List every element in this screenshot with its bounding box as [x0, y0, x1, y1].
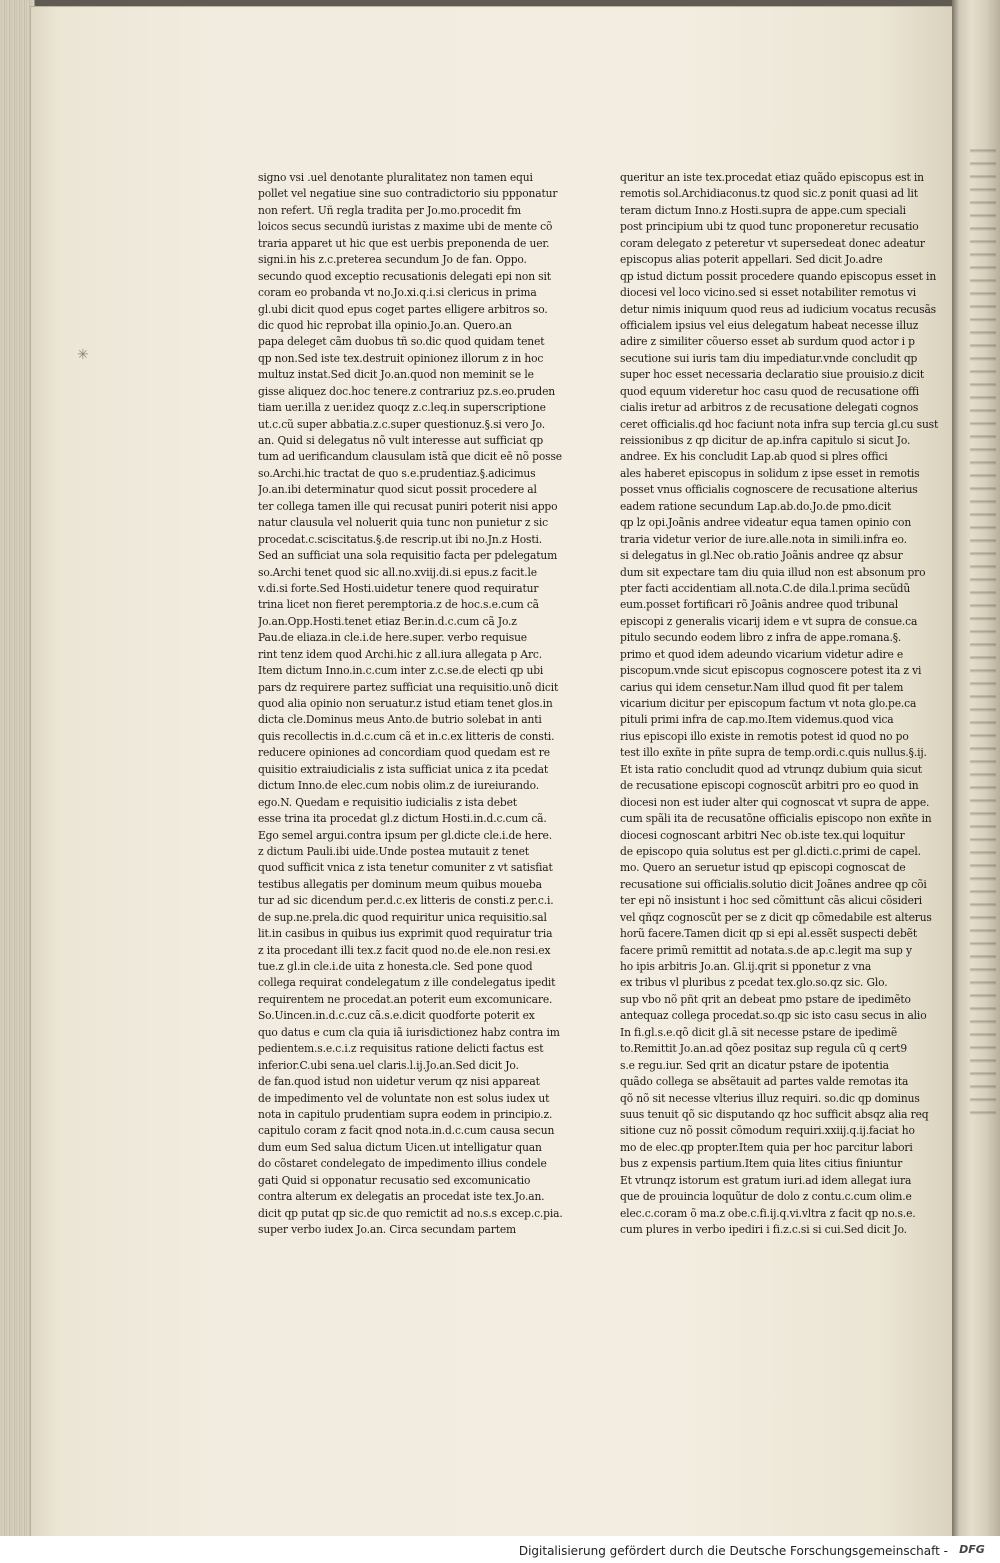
- text-line: ter epi nõ insistunt i hoc sed cõmittunt cãs alicui cõsideri: [620, 894, 922, 908]
- text-line: requirentem ne procedat.an poterit eum excomunicare.: [258, 992, 553, 1006]
- text-line: gati Quid si opponatur recusatio sed excomunicatio: [258, 1173, 531, 1187]
- text-line: coram eo probanda vt no.Jo.xi.q.i.si clericus in prima: [258, 286, 537, 300]
- text-line: z dictum Pauli.ibi uide.Unde postea mutauit z tenet: [258, 844, 529, 858]
- text-line: vel qñqz cognoscũt per se z dicit qp cõmedabile est alterus: [620, 910, 932, 924]
- text-line: tiam uer.illa z uer.idez quoqz z.c.leq.in superscriptione: [258, 401, 546, 415]
- text-line: lit.in casibus in quibus ius exprimit quod requiratur tria: [258, 927, 553, 941]
- text-line: facere primũ remittit ad notata.s.de ap.c.legit ma sup y: [620, 943, 912, 957]
- text-line: inferior.C.ubi sena.uel claris.l.ij.Jo.an.Sed dicit Jo.: [258, 1058, 519, 1072]
- text-line: sitione cuz nõ possit cõmodum requiri.xxiij.q.ij.faciat ho: [620, 1124, 915, 1138]
- text-line: tur ad sic dicendum per.d.c.ex litteris de consti.z per.c.i.: [258, 894, 554, 908]
- text-line: Et vtrunqz istorum est gratum iuri.ad idem allegat iura: [620, 1173, 912, 1187]
- text-line: super hoc esset necessaria declaratio siue prouisio.z dicit: [620, 368, 925, 382]
- text-line: pituli primi infra de cap.mo.Item videmus.quod vica: [620, 713, 894, 727]
- text-line: dictum Inno.de elec.cum nobis olim.z de iureiurando.: [258, 779, 539, 793]
- text-line: officialem ipsius vel eius delegatum habeat necesse illuz: [620, 318, 919, 332]
- text-line: antequaz collega procedat.so.qp sic isto casu secus in alio: [620, 1009, 927, 1023]
- text-line: quo datus e cum cla quia iã iurisdictionez habz contra im: [258, 1025, 560, 1039]
- text-line: ales haberet episcopus in solidum z ipse esset in remotis: [620, 466, 920, 480]
- text-line: cum spãli ita de recusatõne officialis episcopo non exñte in: [620, 812, 932, 826]
- text-line: pitulo secundo eodem libro z infra de appe.romana.§.: [620, 631, 902, 645]
- text-line: post principium ubi tz quod tunc proponeretur recusatio: [620, 220, 919, 234]
- text-line: an. Quid si delegatus nõ vult interesse aut sufficiat qp: [258, 434, 544, 447]
- text-line: procedat.c.sciscitatus.§.de rescrip.ut ibi no.Jn.z Hosti.: [258, 532, 543, 546]
- text-line: contra alterum ex delegatis an procedat iste tex.Jo.an.: [258, 1190, 545, 1204]
- text-line: Ego semel argui.contra ipsum per gl.dicte cle.i.de here.: [258, 828, 552, 842]
- text-line: trina licet non fieret peremptoria.z de hoc.s.e.cum cã: [258, 598, 539, 612]
- text-line: de impedimento vel de voluntate non est solus iudex ut: [258, 1091, 550, 1105]
- text-line: collega requirat condelegatum z ille condelegatus ipedit: [258, 976, 556, 990]
- text-column-right: [620, 170, 945, 1238]
- text-line: andree. Ex his concludit Lap.ab quod si plres offici: [620, 450, 888, 464]
- text-line: testibus allegatis per dominum meum quibus moueba: [258, 877, 542, 891]
- text-line: de episcopo quia solutus est per gl.dicti.c.primi de capel.: [620, 844, 921, 858]
- text-line: posset vnus officialis cognoscere de recusatione alterius: [620, 483, 918, 497]
- text-line: rius episcopi illo existe in remotis potest id quod no po: [620, 729, 909, 743]
- text-line: Jo.an.Opp.Hosti.tenet etiaz Ber.in.d.c.cum cã Jo.z: [258, 614, 517, 628]
- text-line: qp istud dictum possit procedere quando episcopus esset in: [620, 269, 937, 283]
- text-line: Jo.an.ibi determinatur quod sicut possit procedere al: [258, 483, 537, 497]
- text-line: dum eum Sed salua dictum Uicen.ut intelligatur quan: [258, 1140, 542, 1154]
- text-line: cum plures in verbo ipediri i fi.z.c.si si cui.Sed dicit Jo.: [620, 1223, 907, 1236]
- text-line: dic quod hic reprobat illa opinio.Jo.an. Quero.an: [258, 318, 512, 332]
- text-line: elec.c.coram õ ma.z obe.c.fi.ij.q.vi.vltra z facit qp no.s.e.: [620, 1206, 916, 1220]
- text-line: ego.N. Quedam e requisitio iudicialis z ista debet: [258, 795, 517, 809]
- text-line: recusatione sui officialis.solutio dicit Joãnes andree qp cõi: [620, 877, 927, 891]
- text-line: traria videtur verior de iure.alle.nota in simili.infra eo.: [620, 532, 907, 546]
- text-line: diocesi cognoscant arbitri Nec ob.iste tex.qui loquitur: [620, 828, 905, 842]
- text-line: do cõstaret condelegato de impedimento illius condele: [258, 1157, 547, 1171]
- text-line: suus tenuit qõ sic disputando qz hoc sufficit absqz alia req: [620, 1107, 929, 1121]
- text-line: to.Remittit Jo.an.ad qõez positaz sup regula cũ q cert9: [620, 1042, 907, 1056]
- text-line: dum sit expectare tam diu quia illud non est absonum pro: [620, 565, 926, 579]
- text-line: gisse aliquez doc.hoc tenere.z contrariuz pz.s.eo.pruden: [258, 384, 556, 398]
- text-line: v.di.si forte.Sed Hosti.uidetur tenere quod requiratur: [258, 581, 539, 595]
- text-line: pter facti accidentiam all.nota.C.de dila.l.prima secũdũ: [620, 581, 911, 595]
- text-line: non refert. Uñ regla tradita per Jo.mo.procedit fm: [258, 203, 521, 217]
- text-line: de recusatione episcopi cognoscũt arbitri pro eo quod in: [620, 779, 919, 793]
- text-line: quod sufficit vnica z ista tenetur comuniter z vt satisfiat: [258, 861, 553, 875]
- text-line: cialis iretur ad arbitros z de recusatione delegati cognos: [620, 401, 919, 415]
- text-line: quod equum videretur hoc casu quod de recusatione offi: [620, 384, 919, 398]
- text-column-left: [258, 170, 583, 1238]
- text-line: Item dictum Inno.in.c.cum inter z.c.se.de electi qp ubi: [258, 664, 544, 678]
- text-line: gl.ubi dicit quod epus coget partes elligere arbitros so.: [258, 302, 548, 316]
- right-page-stack-edge: [952, 0, 1000, 1540]
- text-line: Et ista ratio concludit quod ad vtrunqz dubium quia sicut: [620, 762, 922, 776]
- text-line: ut.c.cũ super abbatia.z.c.super questionuz.§.si vero Jo.: [258, 417, 545, 431]
- text-line: mo de elec.qp propter.Item quia per hoc parcitur labori: [620, 1140, 913, 1154]
- text-line: dicta cle.Dominus meus Anto.de butrio solebat in anti: [258, 713, 542, 727]
- text-line: mo. Quero an seruetur istud qp episcopi cognoscat de: [620, 861, 906, 875]
- text-line: signo vsi .uel denotante pluralitatez non tamen equi: [258, 171, 533, 184]
- text-line: quod alia opinio non seruatur.z istud etiam tenet glos.in: [258, 697, 553, 710]
- text-line: reissionibus z qp dicitur de ap.infra capitulo si sicut Jo.: [620, 434, 911, 447]
- text-line: vicarium dicitur per episcopum factum vt nota glo.pe.ca: [620, 697, 917, 710]
- text-line: remotis sol.Archidiaconus.tz quod sic.z ponit quasi ad lit: [620, 187, 918, 201]
- text-line: so.Archi.hic tractat de quo s.e.prudentiaz.§.adicimus: [258, 466, 536, 480]
- text-line: Pau.de eliaza.in cle.i.de here.super. verbo requisue: [258, 631, 527, 645]
- text-line: quãdo collega se absẽtauit ad partes valde remotas ita: [620, 1075, 909, 1089]
- text-line: de sup.ne.prela.dic quod requiritur unica requisitio.sal: [258, 910, 547, 924]
- text-line: nota in capitulo prudentiam supra eodem in principio.z.: [258, 1107, 553, 1121]
- text-line: detur nimis iniquum quod reus ad iudicium vocatus recusãs: [620, 302, 937, 316]
- text-line: piscopum.vnde sicut episcopus cognoscere potest ita z vi: [620, 664, 922, 678]
- margin-pencil-mark: ✳: [77, 347, 89, 363]
- text-line: pars dz requirere partez sufficiat una requisitio.unõ dicit: [258, 680, 559, 694]
- text-line: pedientem.s.e.c.i.z requisitus ratione delicti factus est: [258, 1042, 544, 1056]
- text-line: que de prouincia loquũtur de dolo z contu.c.cum olim.e: [620, 1190, 912, 1204]
- text-line: papa deleget cãm duobus tñ so.dic quod quidam tenet: [258, 335, 545, 349]
- text-line: qõ nõ sit necesse vlterius illuz requiri. so.dic qp dominus: [620, 1091, 920, 1105]
- text-line: natur clausula vel noluerit quia tunc non punietur z sic: [258, 516, 548, 530]
- text-line: Sed an sufficiat una sola requisitio facta per pdelegatum: [258, 549, 558, 563]
- text-line: ex tribus vl pluribus z pcedat tex.glo.so.qz sic. Glo.: [620, 976, 888, 990]
- text-line: eum.posset fortificari rõ Joãnis andree quod tribunal: [620, 598, 899, 612]
- text-line: coram delegato z peteretur vt supersedeat donec adeatur: [620, 236, 925, 250]
- text-line: test illo exñte in pñte supra de temp.ordi.c.quis nullus.§.ij.: [620, 746, 927, 760]
- text-line: pollet vel negatiue sine suo contradictorio siu ppponatur: [258, 187, 558, 201]
- text-line: tum ad uerificandum clausulam istã que dicit eē nõ posse: [258, 450, 562, 464]
- text-line: carius qui idem censetur.Nam illud quod fit per talem: [620, 680, 904, 694]
- dfg-logo-icon: DFG: [959, 1543, 985, 1556]
- text-line: queritur an iste tex.procedat etiaz quãdo episcopus est in: [620, 171, 924, 184]
- text-line: bus z expensis partium.Item quia lites citius finiuntur: [620, 1157, 903, 1171]
- funding-credit: Digitalisierung gefördert durch die Deutsche Forschungsgemeinschaft -: [518, 1544, 948, 1558]
- text-line: sup vbo nõ pñt qrit an debeat pmo pstare de ipedimẽto: [620, 992, 911, 1006]
- text-line: qp lz opi.Joãnis andree videatur equa tamen opinio con: [620, 516, 912, 530]
- text-line: dicit qp putat qp sic.de quo remictit ad no.s.s excep.c.pia.: [258, 1206, 563, 1220]
- text-line: episcopus alias poterit appellari. Sed dicit Jo.adre: [620, 253, 883, 267]
- text-line: So.Uincen.in.d.c.cuz cã.s.e.dicit quodforte poterit ex: [258, 1009, 535, 1023]
- text-line: traria apparet ut hic que est uerbis preponenda de uer.: [258, 236, 550, 250]
- text-line: teram dictum Inno.z Hosti.supra de appe.cum speciali: [620, 203, 906, 217]
- text-line: ho ipis arbitris Jo.an. Gl.ij.qrit si pponetur z vna: [620, 960, 872, 973]
- text-line: z ita procedant illi tex.z facit quod no.de ele.non resi.ex: [258, 943, 551, 957]
- text-line: s.e regu.iur. Sed qrit an dicatur pstare de ipotentia: [620, 1058, 889, 1072]
- text-line: diocesi vel loco vicino.sed si esset notabiliter remotus vi: [620, 286, 917, 300]
- text-line: reducere opiniones ad concordiam quod quedam est re: [258, 746, 550, 760]
- text-line: loicos secus secundũ iuristas z maxime ubi de mente cõ: [258, 220, 553, 234]
- text-line: episcopi z generalis vicarij idem e vt supra de consue.ca: [620, 614, 918, 628]
- text-line: quis recollectis in.d.c.cum cã et in.c.ex litteris de consti.: [258, 729, 555, 743]
- text-line: capitulo coram z facit qnod nota.in.d.c.cum causa secun: [258, 1124, 555, 1138]
- text-line: In fi.gl.s.e.qõ dicit gl.ã sit necesse pstare de ipedimẽ: [620, 1025, 898, 1039]
- text-line: signi.in his z.c.preterea secundum Jo de fan. Oppo.: [258, 253, 527, 267]
- text-line: eadem ratione secundum Lap.ab.do.Jo.de pmo.dicit: [620, 499, 892, 513]
- text-line: super verbo iudex Jo.an. Circa secundam partem: [258, 1223, 516, 1236]
- text-line: secutione sui iuris tam diu impediatur.vnde concludit qp: [620, 351, 918, 365]
- text-line: si delegatus in gl.Nec ob.ratio Joãnis andree qz absur: [620, 549, 903, 563]
- text-line: adire z similiter cõuerso esset ab surdum quod actor i p: [620, 335, 915, 349]
- text-line: diocesi non est iuder alter qui cognoscat vt supra de appe.: [620, 795, 930, 809]
- text-line: rint tenz idem quod Archi.hic z all.iura allegata p Arc.: [258, 647, 543, 661]
- text-line: primo et quod idem adeundo vicarium videtur adire e: [620, 647, 904, 661]
- text-line: so.Archi tenet quod sic all.no.xviij.di.si epus.z facit.le: [258, 565, 537, 579]
- facing-page-bleed: [970, 140, 996, 1120]
- text-line: ceret officialis.qd hoc faciunt nota infra sup tercia gl.cu sust: [620, 417, 939, 431]
- text-line: ter collega tamen ille qui recusat puniri poterit nisi appo: [258, 499, 558, 513]
- text-line: qp non.Sed iste tex.destruit opinionez illorum z in hoc: [258, 351, 544, 365]
- text-line: esse trina ita procedat gl.z dictum Hosti.in.d.c.cum cã.: [258, 812, 547, 826]
- text-line: de fan.quod istud non uidetur verum qz nisi appareat: [258, 1075, 540, 1089]
- text-line: multuz instat.Sed dicit Jo.an.quod non meminit se le: [258, 368, 534, 382]
- text-line: tue.z gl.in cle.i.de uita z honesta.cle. Sed pone quod: [258, 960, 533, 973]
- text-line: quisitio extraiudicialis z ista sufficiat unica z ita pcedat: [258, 762, 549, 776]
- text-line: horũ facere.Tamen dicit qp si epi al.essẽt suspecti debẽt: [620, 927, 917, 941]
- text-line: secundo quod exceptio recusationis delegati epi non sit: [258, 269, 551, 283]
